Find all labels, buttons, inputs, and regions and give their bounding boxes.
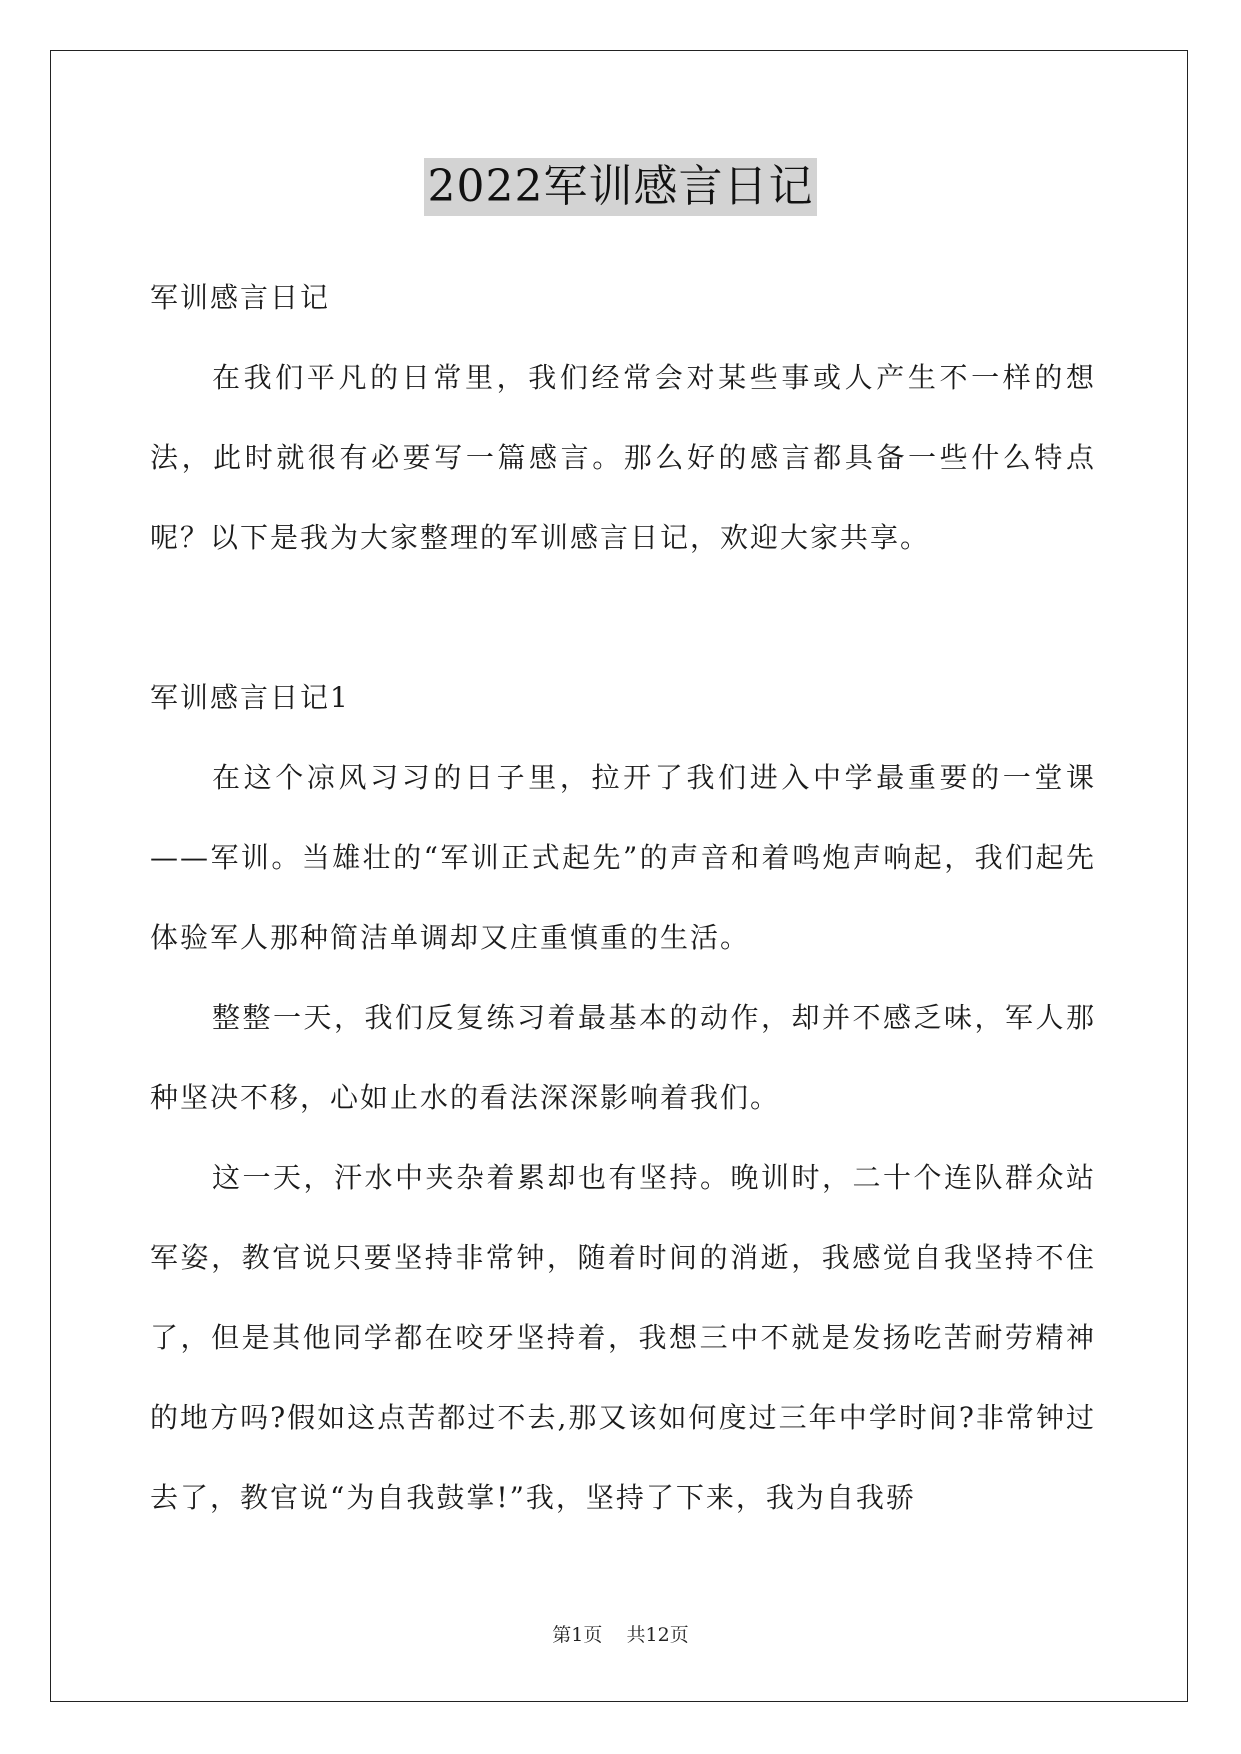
document-title: 2022军训感言日记 bbox=[424, 158, 818, 216]
body-paragraph: 整整一天，我们反复练习着最基本的动作，却并不感乏味，军人那种坚决不移，心如止水的看法深深影响着我们。 bbox=[150, 1001, 1096, 1114]
page-total: 共12页 bbox=[626, 1624, 689, 1646]
title-container bbox=[0, 158, 1241, 216]
body-paragraph: 这一天，汗水中夹杂着累却也有坚持。晚训时，二十个连队群众站军姿，教官说只要坚持非常钟，随着时间的消逝，我感觉自我坚持不住了，但是其他同学都在咬牙坚持着，我想三中不就是发扬吃苦耐劳精神的地方吗?假如这点苦都过不去,那又该如何度过三年中学时间?非常钟过去了，教官说“为自我鼓掌!”我，坚持了下来，我为自我骄 bbox=[150, 1161, 1096, 1514]
body-paragraph: 在这个凉风习习的日子里，拉开了我们进入中学最重要的一堂课——军训。当雄壮的“军训正式起先”的声音和着鸣炮声响起，我们起先体验军人那种简洁单调却又庄重慎重的生活。 bbox=[150, 761, 1096, 954]
intro-paragraph: 在我们平凡的日常里，我们经常会对某些事或人产生不一样的想法，此时就很有必要写一篇感言。那么好的感言都具备一些什么特点呢？以下是我为大家整理的军训感言日记，欢迎大家共享。 bbox=[150, 361, 1096, 554]
section-heading: 军训感言日记1 bbox=[150, 681, 350, 714]
subtitle: 军训感言日记 bbox=[150, 281, 331, 314]
section-gap bbox=[150, 578, 1096, 658]
page-number: 第1页 bbox=[552, 1624, 603, 1646]
page-footer bbox=[0, 1620, 1241, 1647]
document-body bbox=[150, 258, 1096, 1538]
